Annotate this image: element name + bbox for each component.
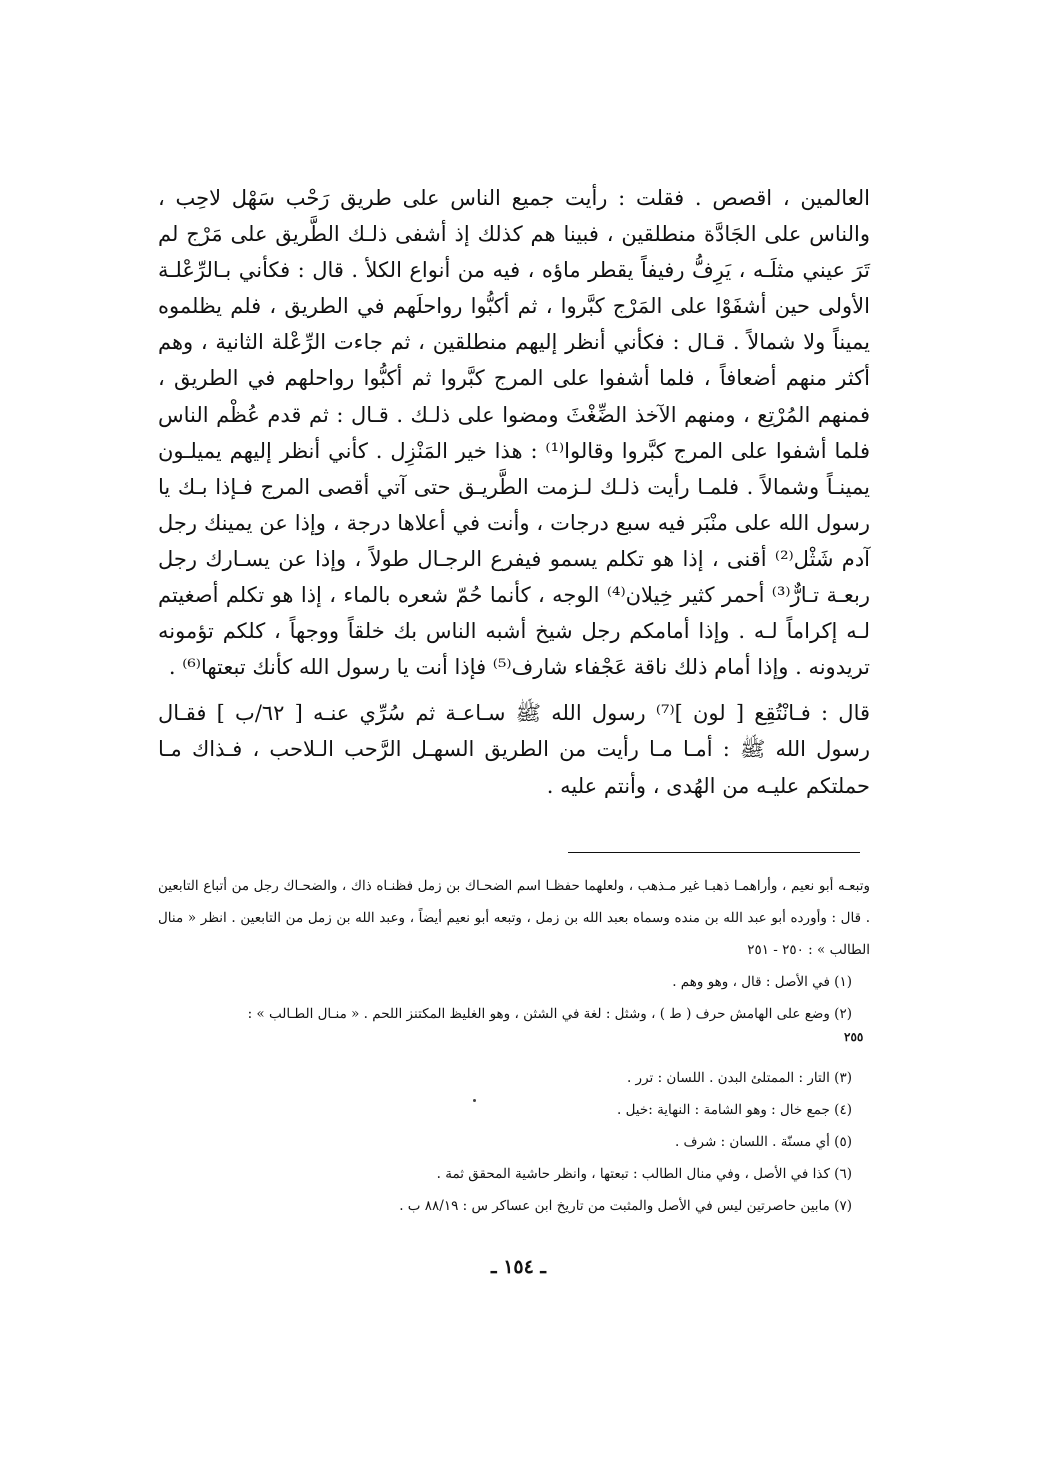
paragraph-2: قال : فـانْتُقِع [ لون ]⁽⁷⁾ رسول الله ﷺ سـاعـة ثم سُرِّي عنـه [ ٦٢/ب ] فقـال رسول الله ﷺ : أمـا مـا رأيت من الطريق السهـل الرَّحب الـلاحب ، فـذاك مـا حملتكم عليـه من الهُدى ، وأنتم عليه .	[158, 701, 871, 798]
footnote-separator	[568, 852, 860, 853]
footnotes-bottom	[158, 1062, 870, 1222]
main-text	[158, 180, 870, 804]
footnote-2: (٢) وضع على الهامش حرف ( ط ) ، وشثل : لغة في الشثن ، وهو الغليظ المكتنز اللحم . « منـال الطـالب » :	[247, 1006, 852, 1022]
paragraph-1: العالمين ، اقصص . فقلت : رأيت جميع الناس على طريق رَحْب سَهْل لاحِب ، والناس على الجَادَّة منطلقين ، فبينا هم كذلك إذ أشفى ذلـك الطَّريق على مَرْج لم تَرَ عيني مثلَـه ، يَرِفُّ رفيفاً يقطر ماؤه ، فيه من أنواع الكلأ . قال : فكأني بـالرِّعْلـة الأولى حين أشفَوْا على المَرْج كبَّروا ، ثم أكبُّوا رواحلَهم في الطريق ، فلم يظلموه يميناً ولا شمالاً . قـال : فكأني أنظر إليهم منطلقين ، ثم جاءت الرِّعْلة الثانية ، وهم أكثر منهم أضعافاً ، فلما أشفوا على المرج كبَّروا ثم أكبُّوا رواحلهم في الطريق ، فمنهم المُرْتِع ، ومنهم الآخذ الضِّغْثَ ومضوا على ذلـك . قـال : ثم قدم عُظْم الناس فلما أشفوا على المرج كبَّروا وقالوا⁽¹⁾ : هذا خير المَنْزِل . كأني أنظر إليهم يميلـون يمينـاً وشمالاً . فلمـا رأيت ذلـك لـزمت الطَّريـق حتى آتي أقصى المرج فـإذا بـك يا رسول الله على منْبَر فيه سبع درجات ، وأنت في أعلاها درجة ، وإذا عن يمينك رجل آدم شَثْل⁽²⁾ أقنى ، إذا هو تكلم يسمو فيفرع الرجـال طولاً ، وإذا عن يسـارك رجل ربعـة تـارٌّ⁽³⁾ أحمر كثير خِيلان⁽⁴⁾ الوجه ، كأنما حُمّ شعره بالماء ، إذا هو تكلم أصغيتم لـه إكراماً لـه . وإذا أمامكم رجل شيخ أشبه الناس بك خلقاً ووجهاً ، كلكم تؤمونه تريدونه . وإذا أمام ذلك ناقة عَجْفاء شارف⁽⁵⁾ فإذا أنت يا رسول الله كأنك تبعتها⁽⁶⁾ .	[158, 186, 871, 680]
footnote-7: (٧) مابين حاصرتين ليس في الأصل والمثبت من تاريخ ابن عساكر س : ٨٨/١٩ ب .	[399, 1198, 852, 1214]
footnote-1: (١) في الأصل : قال ، وهو وهم .	[672, 974, 852, 990]
footnotes-top	[158, 870, 870, 1030]
folio-page-number: ـ ١٥٤ ـ	[491, 1256, 546, 1278]
marginal-page-number: ٢٥٥	[844, 1030, 864, 1044]
footnote-continuation: وتبعـه أبو نعيم ، وأراهمـا ذهبـا غير مـذهب ، ولعلهما حفظـا اسم الضحـاك بن زمل فظنـاه ذاك ، والضحـاك رجل من أتباع التابعين . قال : وأورده أبو عبد الله بن منده وسماه بعبد الله بن زمل ، وتبعه أبو نعيم أيضاً ، وعبد الله بن زمل من التابعين . انظر « منال الطالب » : ٢٥٠ - ٢٥١	[158, 878, 870, 958]
footnote-6: (٦) كذا في الأصل ، وفي منال الطالب : تبعتها ، وانظر حاشية المحقق ثمة .	[436, 1166, 852, 1182]
footnote-5: (٥) أي مسنّة . اللسان : شرف .	[674, 1134, 852, 1150]
footnote-3: (٣) التار : الممتلئ البدن . اللسان : ترر .	[626, 1070, 852, 1086]
footnote-4: (٤) جمع خال : وهو الشامة : النهاية :خيل .	[617, 1102, 852, 1118]
